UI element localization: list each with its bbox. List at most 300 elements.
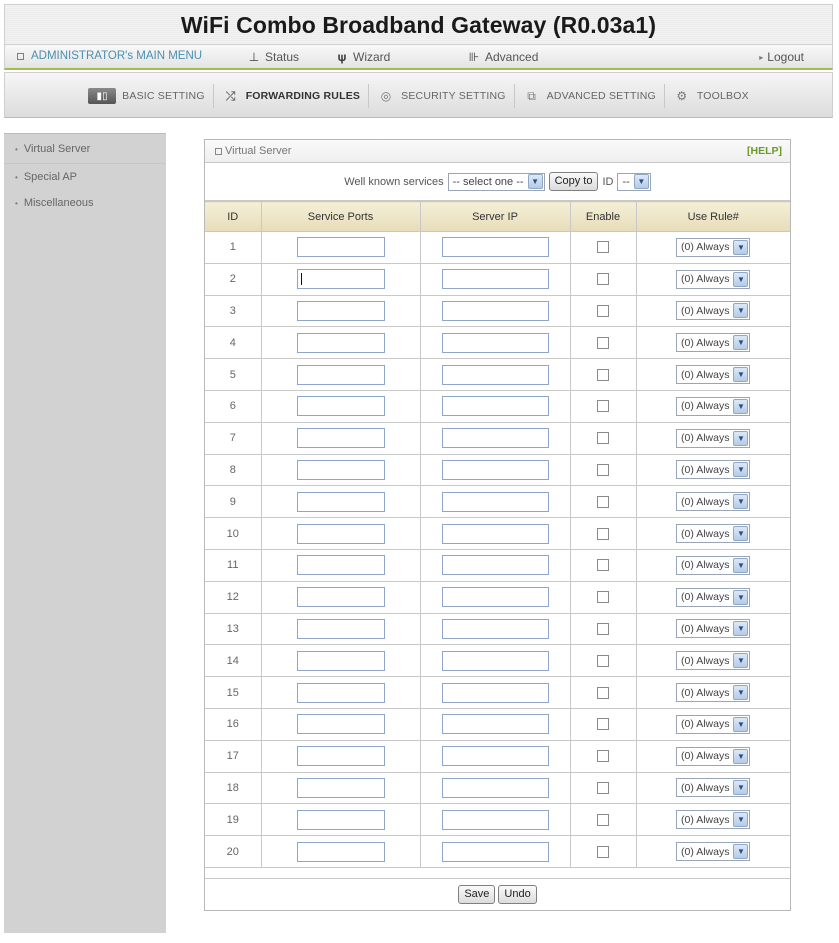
- enable-checkbox[interactable]: [597, 496, 609, 508]
- use-rule-cell: [636, 390, 790, 422]
- enable-cell: [570, 263, 636, 295]
- column-header-server-ip: Server IP: [420, 202, 570, 232]
- service-ports-cell: [261, 263, 420, 295]
- enable-checkbox[interactable]: [597, 273, 609, 285]
- title-bar: [4, 4, 833, 44]
- help-link[interactable]: [HELP]: [747, 145, 782, 157]
- main-menu-bar: [4, 44, 833, 70]
- form-actions: [205, 878, 790, 910]
- server-ip-input[interactable]: [442, 428, 549, 448]
- chevron-down-icon: ▼: [733, 240, 748, 255]
- undo-button[interactable]: Undo: [498, 885, 536, 904]
- row-id: 13: [205, 613, 261, 645]
- service-ports-input[interactable]: [297, 810, 385, 830]
- use-rule-select[interactable]: [676, 238, 750, 257]
- toolbox-icon: ⚙: [676, 89, 688, 103]
- use-rule-select[interactable]: [676, 460, 750, 479]
- use-rule-cell: [636, 740, 790, 772]
- copy-to-id-value: --: [622, 175, 630, 188]
- use-rule-value: (0) Always: [681, 686, 730, 699]
- enable-cell: [570, 645, 636, 677]
- sidebar-item-label: Miscellaneous: [23, 197, 94, 209]
- service-ports-cell: [261, 836, 420, 868]
- service-ports-cell: [261, 549, 420, 581]
- server-ip-cell: [420, 740, 570, 772]
- service-ports-input[interactable]: [297, 428, 385, 448]
- use-rule-cell: [636, 454, 790, 486]
- server-ip-cell: [420, 454, 570, 486]
- bullet-icon: •: [15, 199, 18, 208]
- settings-tab-bar: [4, 72, 833, 118]
- row-id: 9: [205, 486, 261, 518]
- enable-checkbox[interactable]: [597, 846, 609, 858]
- use-rule-select[interactable]: [676, 778, 750, 797]
- use-rule-cell: [636, 549, 790, 581]
- advanced-label: Advanced: [485, 50, 539, 64]
- server-ip-input[interactable]: [442, 269, 549, 289]
- server-ip-input[interactable]: [442, 301, 549, 321]
- use-rule-value: (0) Always: [681, 718, 730, 731]
- chevron-down-icon: ▼: [733, 272, 748, 287]
- chevron-down-icon: ▼: [528, 174, 543, 189]
- enable-checkbox[interactable]: [597, 369, 609, 381]
- use-rule-select[interactable]: [676, 301, 750, 320]
- enable-checkbox[interactable]: [597, 400, 609, 412]
- row-id: 8: [205, 454, 261, 486]
- use-rule-select[interactable]: [676, 747, 750, 766]
- server-ip-cell: [420, 708, 570, 740]
- service-ports-input[interactable]: [297, 237, 385, 257]
- use-rule-cell: [636, 486, 790, 518]
- copy-to-id-select[interactable]: [617, 173, 650, 191]
- enable-checkbox[interactable]: [597, 814, 609, 826]
- use-rule-select[interactable]: [676, 715, 750, 734]
- service-ports-input[interactable]: [297, 460, 385, 480]
- row-id: 6: [205, 390, 261, 422]
- use-rule-select[interactable]: [676, 810, 750, 829]
- chevron-down-icon: ▼: [733, 526, 748, 541]
- service-ports-cell: [261, 486, 420, 518]
- enable-cell: [570, 740, 636, 772]
- server-ip-input[interactable]: [442, 237, 549, 257]
- server-ip-cell: [420, 549, 570, 581]
- table-row: [205, 740, 790, 772]
- use-rule-value: (0) Always: [681, 781, 730, 794]
- table-row: [205, 836, 790, 868]
- server-ip-cell: [420, 772, 570, 804]
- server-ip-input[interactable]: [442, 460, 549, 480]
- service-ports-cell: [261, 708, 420, 740]
- row-id: 7: [205, 422, 261, 454]
- wizard-link[interactable]: [335, 50, 390, 64]
- use-rule-value: (0) Always: [681, 336, 730, 349]
- service-ports-cell: [261, 740, 420, 772]
- service-ports-cell: [261, 232, 420, 264]
- use-rule-select[interactable]: [676, 619, 750, 638]
- column-header-enable: Enable: [570, 202, 636, 232]
- service-ports-input[interactable]: [297, 619, 385, 639]
- row-id: 20: [205, 836, 261, 868]
- chevron-down-icon: ▼: [733, 431, 748, 446]
- server-ip-cell: [420, 359, 570, 391]
- tab-security-setting[interactable]: [369, 84, 515, 108]
- use-rule-select[interactable]: [676, 651, 750, 670]
- server-ip-input[interactable]: [442, 746, 549, 766]
- chevron-down-icon: ▼: [733, 621, 748, 636]
- service-ports-input[interactable]: [297, 365, 385, 385]
- chevron-down-icon: ▼: [733, 780, 748, 795]
- sidebar-item-virtual-server[interactable]: [4, 135, 166, 164]
- table-row: [205, 327, 790, 359]
- server-ip-input[interactable]: [442, 683, 549, 703]
- service-ports-cell: [261, 613, 420, 645]
- enable-cell: [570, 677, 636, 709]
- use-rule-cell: [636, 327, 790, 359]
- use-rule-cell: [636, 295, 790, 327]
- service-ports-input[interactable]: [297, 555, 385, 575]
- use-rule-cell: [636, 263, 790, 295]
- use-rule-value: (0) Always: [681, 845, 730, 858]
- tab-forwarding-rules[interactable]: [214, 84, 369, 108]
- server-ip-input[interactable]: [442, 619, 549, 639]
- server-ip-cell: [420, 327, 570, 359]
- enable-cell: [570, 708, 636, 740]
- use-rule-select[interactable]: [676, 397, 750, 416]
- enable-checkbox[interactable]: [597, 432, 609, 444]
- server-ip-cell: [420, 518, 570, 550]
- server-ip-cell: [420, 645, 570, 677]
- enable-cell: [570, 359, 636, 391]
- table-row: [205, 422, 790, 454]
- virtual-server-table: [205, 201, 790, 868]
- service-ports-cell: [261, 359, 420, 391]
- use-rule-select[interactable]: [676, 556, 750, 575]
- chevron-down-icon: ▼: [733, 653, 748, 668]
- use-rule-cell: [636, 772, 790, 804]
- status-link[interactable]: [247, 50, 299, 64]
- server-ip-input[interactable]: [442, 365, 549, 385]
- table-row: [205, 613, 790, 645]
- row-id: 12: [205, 581, 261, 613]
- table-row: [205, 295, 790, 327]
- chevron-down-icon: ▼: [733, 812, 748, 827]
- enable-checkbox[interactable]: [597, 337, 609, 349]
- service-ports-cell: [261, 677, 420, 709]
- table-row: [205, 454, 790, 486]
- row-id: 1: [205, 232, 261, 264]
- use-rule-cell: [636, 645, 790, 677]
- use-rule-cell: [636, 677, 790, 709]
- service-ports-input[interactable]: [297, 842, 385, 862]
- use-rule-value: (0) Always: [681, 304, 730, 317]
- server-ip-cell: [420, 486, 570, 518]
- tab-basic-setting[interactable]: [80, 84, 214, 108]
- tab-advanced-setting[interactable]: [515, 84, 665, 108]
- enable-cell: [570, 232, 636, 264]
- panel-title-label: Virtual Server: [225, 145, 292, 157]
- well-known-services-select[interactable]: [448, 173, 545, 191]
- table-row: [205, 772, 790, 804]
- page-title: WiFi Combo Broadband Gateway (R0.03a1): [180, 12, 657, 38]
- row-id: 11: [205, 549, 261, 581]
- panel-title: [215, 145, 291, 157]
- row-id: 5: [205, 359, 261, 391]
- wizard-label: Wizard: [353, 50, 391, 64]
- chevron-down-icon: ▼: [733, 749, 748, 764]
- square-bullet-icon: [17, 53, 24, 60]
- server-ip-input[interactable]: [442, 555, 549, 575]
- use-rule-select[interactable]: [676, 270, 750, 289]
- column-header-service-ports: Service Ports: [261, 202, 420, 232]
- chevron-down-icon: ▼: [733, 717, 748, 732]
- row-id: 16: [205, 708, 261, 740]
- use-rule-cell: [636, 708, 790, 740]
- chevron-down-icon: ▼: [733, 399, 748, 414]
- virtual-server-panel: [204, 139, 791, 911]
- service-ports-input[interactable]: [297, 301, 385, 321]
- use-rule-value: (0) Always: [681, 400, 730, 413]
- row-id: 14: [205, 645, 261, 677]
- tab-toolbox-label: TOOLBOX: [696, 90, 749, 102]
- logout-link[interactable]: [759, 50, 804, 64]
- service-ports-cell: [261, 327, 420, 359]
- use-rule-select[interactable]: [676, 429, 750, 448]
- table-row: [205, 581, 790, 613]
- table-row: [205, 549, 790, 581]
- server-ip-input[interactable]: [442, 842, 549, 862]
- server-ip-input[interactable]: [442, 396, 549, 416]
- service-ports-input[interactable]: [297, 333, 385, 353]
- security-setting-icon: ◎: [380, 89, 392, 103]
- use-rule-value: (0) Always: [681, 591, 730, 604]
- enable-checkbox[interactable]: [597, 655, 609, 667]
- service-ports-input[interactable]: [297, 651, 385, 671]
- enable-cell: [570, 295, 636, 327]
- row-id: 4: [205, 327, 261, 359]
- service-ports-cell: [261, 804, 420, 836]
- tab-basic-setting-label: BASIC SETTING: [122, 90, 205, 102]
- table-body: [205, 232, 790, 868]
- chevron-down-icon: ▼: [733, 590, 748, 605]
- use-rule-select[interactable]: [676, 842, 750, 861]
- enable-checkbox[interactable]: [597, 559, 609, 571]
- table-row: [205, 645, 790, 677]
- service-ports-input[interactable]: [297, 396, 385, 416]
- server-ip-cell: [420, 232, 570, 264]
- use-rule-select[interactable]: [676, 588, 750, 607]
- use-rule-cell: [636, 804, 790, 836]
- well-known-services-label: Well known services: [344, 175, 444, 188]
- server-ip-input[interactable]: [442, 333, 549, 353]
- enable-checkbox[interactable]: [597, 241, 609, 253]
- service-ports-cell: [261, 295, 420, 327]
- server-ip-cell: [420, 836, 570, 868]
- chevron-down-icon: ▼: [733, 367, 748, 382]
- enable-checkbox[interactable]: [597, 464, 609, 476]
- service-ports-cell: [261, 772, 420, 804]
- well-known-services-value: -- select one --: [452, 175, 524, 188]
- use-rule-value: (0) Always: [681, 527, 730, 540]
- chevron-down-icon: ▼: [733, 335, 748, 350]
- table-row: [205, 677, 790, 709]
- copy-to-button[interactable]: Copy to: [549, 172, 599, 191]
- service-ports-input[interactable]: [297, 524, 385, 544]
- server-ip-input[interactable]: [442, 524, 549, 544]
- service-ports-cell: [261, 518, 420, 550]
- enable-checkbox[interactable]: [597, 750, 609, 762]
- server-ip-cell: [420, 677, 570, 709]
- sidebar-item-miscellaneous[interactable]: [4, 190, 166, 216]
- use-rule-cell: [636, 613, 790, 645]
- enable-cell: [570, 804, 636, 836]
- server-ip-cell: [420, 390, 570, 422]
- status-label: Status: [265, 50, 300, 64]
- tab-forwarding-rules-label: FORWARDING RULES: [245, 90, 361, 102]
- service-ports-input[interactable]: [297, 587, 385, 607]
- sidebar-item-label: Special AP: [23, 171, 78, 183]
- save-button[interactable]: Save: [458, 885, 495, 904]
- wizard-icon: 𝛙: [337, 50, 347, 64]
- use-rule-select[interactable]: [676, 492, 750, 511]
- enable-cell: [570, 486, 636, 518]
- bullet-icon: •: [15, 173, 18, 182]
- server-ip-cell: [420, 263, 570, 295]
- bullet-icon: •: [15, 145, 18, 154]
- use-rule-select[interactable]: [676, 333, 750, 352]
- table-row: [205, 486, 790, 518]
- enable-cell: [570, 518, 636, 550]
- server-ip-input[interactable]: [442, 587, 549, 607]
- use-rule-cell: [636, 581, 790, 613]
- use-rule-value: (0) Always: [681, 750, 730, 763]
- service-ports-input[interactable]: [297, 714, 385, 734]
- use-rule-value: (0) Always: [681, 463, 730, 476]
- sidebar-item-special-ap[interactable]: [4, 164, 166, 190]
- enable-cell: [570, 772, 636, 804]
- server-ip-cell: [420, 613, 570, 645]
- tab-advanced-setting-label: ADVANCED SETTING: [546, 90, 656, 102]
- row-id: 17: [205, 740, 261, 772]
- use-rule-cell: [636, 359, 790, 391]
- enable-checkbox[interactable]: [597, 687, 609, 699]
- use-rule-select[interactable]: [676, 683, 750, 702]
- chevron-down-icon: ▼: [733, 462, 748, 477]
- well-known-services-row: [205, 163, 790, 201]
- server-ip-input[interactable]: [442, 810, 549, 830]
- row-id: 18: [205, 772, 261, 804]
- enable-checkbox[interactable]: [597, 782, 609, 794]
- tab-security-setting-label: SECURITY SETTING: [401, 90, 506, 102]
- forwarding-rules-icon: ⤮: [225, 88, 236, 103]
- enable-cell: [570, 454, 636, 486]
- enable-cell: [570, 327, 636, 359]
- chevron-down-icon: ▼: [733, 303, 748, 318]
- service-ports-input[interactable]: [297, 492, 385, 512]
- row-id: 3: [205, 295, 261, 327]
- server-ip-cell: [420, 804, 570, 836]
- use-rule-select[interactable]: [676, 524, 750, 543]
- enable-checkbox[interactable]: [597, 623, 609, 635]
- enable-checkbox[interactable]: [597, 305, 609, 317]
- service-ports-cell: [261, 390, 420, 422]
- chevron-down-icon: ▼: [634, 174, 649, 189]
- table-header-row: [205, 202, 790, 232]
- arrow-right-icon: ▸: [759, 52, 764, 62]
- use-rule-value: (0) Always: [681, 273, 730, 286]
- chevron-down-icon: ▼: [733, 558, 748, 573]
- table-row: [205, 390, 790, 422]
- service-ports-input[interactable]: [297, 746, 385, 766]
- admin-main-menu-link[interactable]: [17, 50, 202, 62]
- table-row: [205, 263, 790, 295]
- use-rule-value: (0) Always: [681, 368, 730, 381]
- panel-header: [205, 140, 790, 163]
- service-ports-cell: [261, 454, 420, 486]
- table-row: [205, 232, 790, 264]
- service-ports-input[interactable]: [297, 269, 385, 289]
- enable-checkbox[interactable]: [597, 591, 609, 603]
- enable-checkbox[interactable]: [597, 718, 609, 730]
- advanced-link[interactable]: [467, 50, 538, 64]
- use-rule-cell: [636, 518, 790, 550]
- server-ip-input[interactable]: [442, 778, 549, 798]
- enable-cell: [570, 422, 636, 454]
- row-id: 19: [205, 804, 261, 836]
- sidebar: [4, 133, 166, 933]
- chevron-down-icon: ▼: [733, 844, 748, 859]
- chevron-down-icon: ▼: [733, 494, 748, 509]
- enable-cell: [570, 581, 636, 613]
- chevron-down-icon: ▼: [733, 685, 748, 700]
- use-rule-cell: [636, 836, 790, 868]
- enable-cell: [570, 390, 636, 422]
- sidebar-item-label: Virtual Server: [23, 143, 91, 155]
- column-header-id: ID: [205, 202, 261, 232]
- square-bullet-icon: [215, 148, 222, 155]
- tab-toolbox[interactable]: [665, 84, 757, 108]
- use-rule-value: (0) Always: [681, 241, 730, 254]
- server-ip-cell: [420, 295, 570, 327]
- table-row: [205, 518, 790, 550]
- status-icon: ⊥: [248, 50, 260, 64]
- column-header-use-rule: Use Rule#: [636, 202, 790, 232]
- table-row: [205, 359, 790, 391]
- server-ip-input[interactable]: [442, 651, 549, 671]
- server-ip-cell: [420, 422, 570, 454]
- enable-checkbox[interactable]: [597, 528, 609, 540]
- admin-main-menu-label: ADMINISTRATOR's MAIN MENU: [31, 50, 203, 62]
- server-ip-input[interactable]: [442, 492, 549, 512]
- use-rule-cell: [636, 232, 790, 264]
- service-ports-input[interactable]: [297, 778, 385, 798]
- use-rule-value: (0) Always: [681, 654, 730, 667]
- enable-cell: [570, 836, 636, 868]
- server-ip-cell: [420, 581, 570, 613]
- server-ip-input[interactable]: [442, 714, 549, 734]
- service-ports-cell: [261, 422, 420, 454]
- row-id: 10: [205, 518, 261, 550]
- advanced-setting-icon: ⧉: [527, 88, 537, 103]
- service-ports-input[interactable]: [297, 683, 385, 703]
- row-id: 2: [205, 263, 261, 295]
- service-ports-cell: [261, 581, 420, 613]
- use-rule-select[interactable]: [676, 365, 750, 384]
- service-ports-cell: [261, 645, 420, 677]
- use-rule-value: (0) Always: [681, 495, 730, 508]
- use-rule-value: (0) Always: [681, 813, 730, 826]
- id-label: ID: [602, 175, 614, 188]
- logout-label: Logout: [767, 50, 804, 64]
